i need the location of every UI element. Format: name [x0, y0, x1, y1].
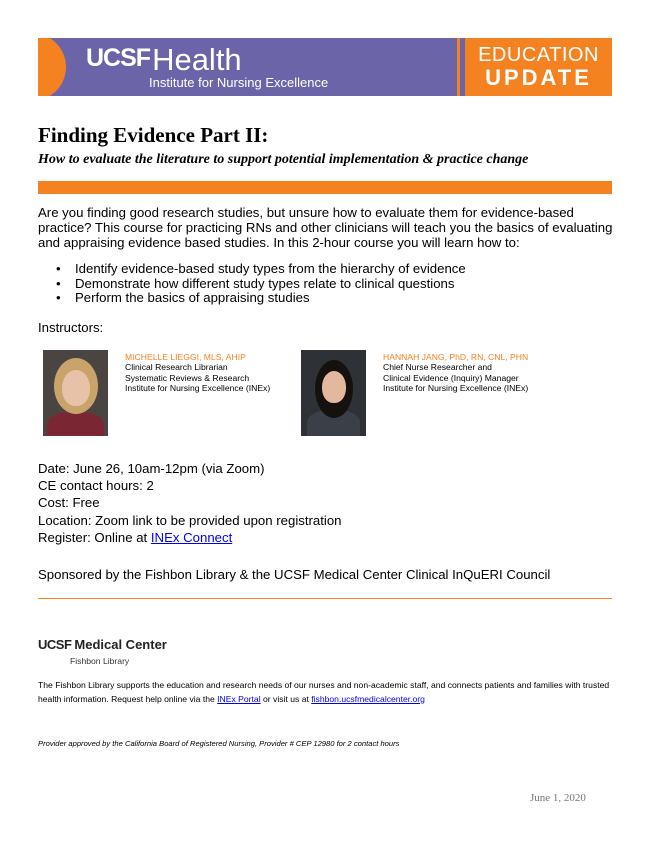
library-description: [38, 679, 613, 706]
banner-divider: [457, 38, 460, 96]
institute-name: Institute for Nursing Excellence: [149, 75, 329, 90]
course-date: Date: June 26, 10am-12pm (via Zoom): [38, 461, 265, 476]
ucsf-medical-center-logo: [38, 636, 167, 654]
instructor-bio-lieggi: [125, 352, 270, 394]
badge-line-update: UPDATE: [485, 65, 592, 90]
instructor-name: MICHELLE LIEGGI, MLS, AHIP: [125, 352, 246, 362]
fishbon-library-label: Fishbon Library: [70, 656, 130, 666]
logo-orange-arc: [38, 38, 66, 96]
instructor-name: HANNAH JANG, PhD, RN, CNL, PHN: [383, 352, 529, 362]
instructor-title-line: Clinical Evidence (Inquiry) Manager: [383, 372, 519, 383]
logo-health-text: Health: [152, 42, 242, 77]
inex-portal-link[interactable]: INEx Portal: [217, 693, 261, 704]
objective-item: • Perform the basics of appraising studies: [56, 291, 466, 306]
document-date: June 1, 2020: [530, 792, 586, 804]
instructor-title-line: Clinical Research Librarian: [125, 362, 228, 373]
fishbon-site-link[interactable]: fishbon.ucsfmedicalcenter.org: [311, 693, 425, 704]
ce-hours: CE contact hours: 2: [38, 478, 154, 494]
orange-divider-bar: [38, 181, 612, 194]
instructor-photo-jang: [301, 350, 366, 436]
library-text-part2: or visit us at: [260, 693, 312, 704]
instructor-title-line: Chief Nurse Researcher and: [383, 362, 492, 373]
course-location: Location: Zoom link to be provided upon registration: [38, 512, 342, 528]
instructor-title-line: Institute for Nursing Excellence (INEx): [125, 383, 271, 394]
page-title: Finding Evidence Part II:: [38, 123, 269, 147]
course-description: Are you finding good research studies, but unsure how to evaluate them for evidence-based practice? This course for practicing RNs and other clinicians will teach you the basics of evaluating and appraising evidence based studies. In this 2-hour course you will learn how to:: [38, 205, 613, 250]
instructor-title-line: Institute for Nursing Excellence (INEx): [383, 383, 529, 394]
education-update-badge: [465, 38, 612, 96]
footer-logo-medical-center: Medical Center: [74, 637, 167, 652]
learning-objectives: [56, 262, 466, 306]
page-subtitle: How to evaluate the literature to support potential implementation & practice change: [38, 152, 529, 167]
provider-approval: Provider approved by the California Board of Registered Nursing, Provider # CEP 12980 for 2 contact hours: [38, 739, 400, 748]
instructors-label: Instructors:: [38, 320, 104, 335]
course-cost: Cost: Free: [38, 495, 100, 511]
footer-divider: [38, 598, 612, 599]
inex-connect-link[interactable]: INEx Connect: [150, 529, 233, 545]
logo-ucsf-text: UCSF: [86, 44, 151, 72]
register-line: [38, 529, 342, 546]
instructor-photo-lieggi: [43, 350, 108, 436]
instructor-bio-jang: [383, 352, 528, 394]
footer-logo-ucsf: UCSF: [38, 637, 72, 652]
instructor-title-line: Systematic Reviews & Research: [125, 372, 250, 383]
sponsor-note: Sponsored by the Fishbon Library & the UCSF Medical Center Clinical InQuERI Council: [38, 567, 551, 582]
library-text-part1: The Fishbon Library supports the education and research needs of our nurses and non-academic staff, and connects patients and families with trusted health information. Request help online via the: [38, 680, 610, 704]
ucsf-health-logo: [86, 42, 242, 78]
register-prefix: Register: Online at: [38, 529, 151, 545]
objective-item: • Demonstrate how different study types relate to clinical questions: [56, 277, 466, 292]
badge-line-education: EDUCATION: [478, 44, 599, 66]
objective-item: • Identify evidence-based study types from the hierarchy of evidence: [56, 262, 466, 277]
course-details: [38, 460, 342, 546]
